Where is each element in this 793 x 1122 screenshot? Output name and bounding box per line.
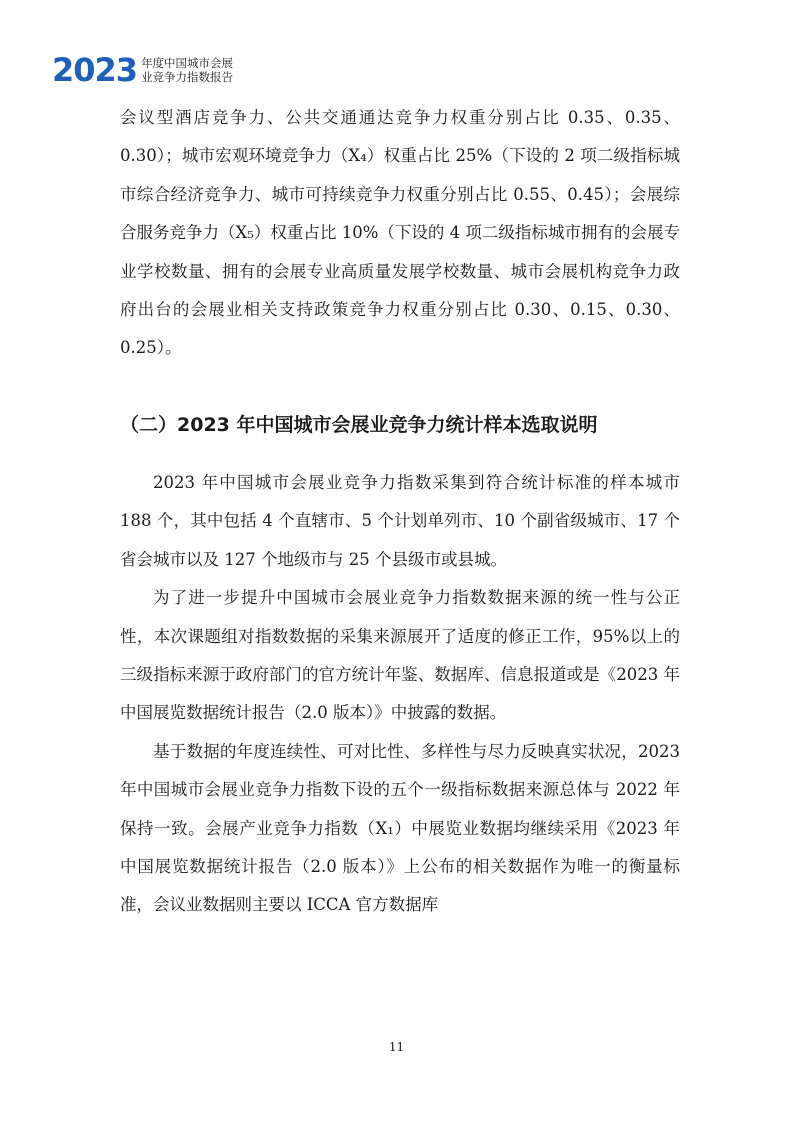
main-body bbox=[120, 464, 680, 925]
paragraph-1: 会议型酒店竞争力、公共交通通达竞争力权重分别占比 0.35、0.35、0.30）；城市宏观环境竞争力（X₄）权重占比 25%（下设的 2 项二级指标城市综合经济竞争力、城市可持续竞争力权重分别占比 0.55、0.45）；会展综合服务竞争力（X₅）权重占比 10%（下设的 4 项二级指标城市拥有的会展专业学校数量、拥有的会展专业高质量发展学校数量、城市会展机构竞争力政府出台的会展业相关支持政策竞争力权重分别占比 0.30、0.15、0.30、0.25）。 bbox=[120, 108, 680, 358]
paragraph-4: 基于数据的年度连续性、可对比性、多样性与尽力反映真实状况，2023 年中国城市会展业竞争力指数下设的五个一级指标数据来源总体与 2022 年保持一致。会展产业竞争力指数（X₁）中展览业数据均继续采用《2023 年中国展览数据统计报告（2.0 版本）》上公布的相关数据作为唯一的衡量标准，会议业数据则主要以 ICCA 官方数据库 bbox=[120, 741, 680, 915]
header-title bbox=[141, 56, 233, 84]
paragraph-weights bbox=[120, 99, 680, 368]
header-year: 2023 bbox=[52, 51, 138, 89]
header-title-line2: 业竞争力指数报告 bbox=[141, 70, 234, 84]
header-title-line1: 年度中国城市会展 bbox=[141, 56, 234, 70]
section-title: （二）2023 年中国城市会展业竞争力统计样本选取说明 bbox=[120, 414, 598, 436]
page-number: 11 bbox=[388, 1040, 405, 1054]
paragraph-3: 为了进一步提升中国城市会展业竞争力指数数据来源的统一性与公正性，本次课题组对指数数据的采集来源展开了适度的修正工作，95%以上的三级指标来源于政府部门的官方统计年鉴、数据库、信息报道或是《2023 年中国展览数据统计报告（2.0 版本）》中披露的数据。 bbox=[120, 588, 680, 723]
paragraph-2: 2023 年中国城市会展业竞争力指数采集到符合统计标准的样本城市 188 个，其中包括 4 个直辖市、5 个计划单列市、10 个副省级城市、17 个省会城市以及 127 个地级市与 25 个县级市或县城。 bbox=[120, 473, 680, 569]
report-header bbox=[52, 52, 233, 88]
